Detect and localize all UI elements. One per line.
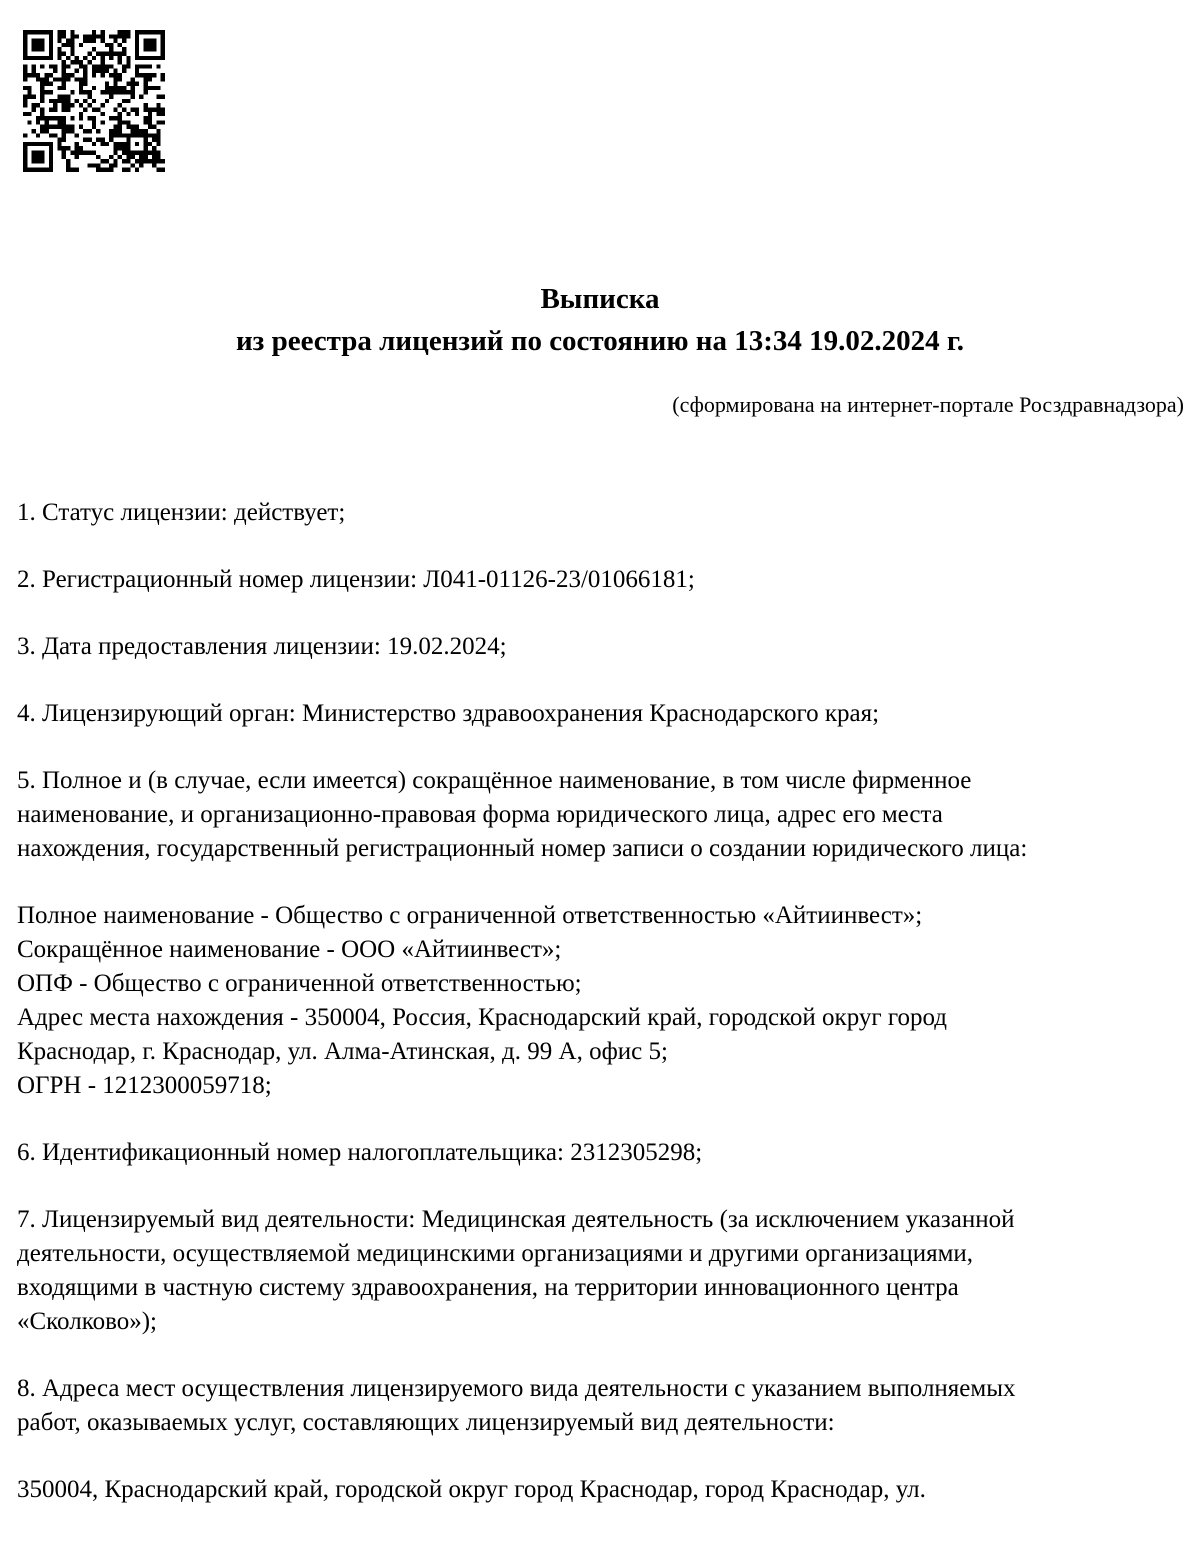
license-status	[17, 496, 1187, 530]
document-subtitle: (сформирована на интернет-портале Росздравнадзора)	[672, 392, 1184, 417]
text-line: 1. Статус лицензии: действует;	[17, 499, 346, 526]
licensing-authority	[17, 697, 1187, 731]
text-line: «Сколково»);	[17, 1308, 157, 1335]
text-line: нахождения, государственный регистрационный номер записи о создании юридического лица:	[17, 835, 1028, 862]
text-line: 7. Лицензируемый вид деятельности: Медицинская деятельность (за исключением указанной	[17, 1206, 1015, 1233]
licensed-activity	[17, 1203, 1187, 1339]
registration-number	[17, 563, 1187, 597]
document-title	[0, 278, 1200, 362]
text-line: Сокращённое наименование - ООО «Айтиинвест»;	[17, 936, 562, 963]
title-line-2: из реестра лицензий по состоянию на 13:34 19.02.2024 г.	[235, 325, 965, 357]
text-line: Полное наименование - Общество с ограниченной ответственностью «Айтиинвест»;	[17, 902, 923, 929]
text-line: работ, оказываемых услуг, составляющих лицензируемый вид деятельности:	[17, 1409, 835, 1436]
text-line: 5. Полное и (в случае, если имеется) сокращённое наименование, в том числе фирменное	[17, 767, 972, 794]
organization-details	[17, 899, 1187, 1103]
text-line: 2. Регистрационный номер лицензии: Л041-01126-23/01066181;	[17, 566, 695, 593]
text-line: 3. Дата предоставления лицензии: 19.02.2024;	[17, 633, 507, 660]
text-line: наименование, и организационно-правовая форма юридического лица, адрес его места	[17, 801, 943, 828]
text-line: 8. Адреса мест осуществления лицензируемого вида деятельности с указанием выполняемых	[17, 1375, 1016, 1402]
text-line: 6. Идентификационный номер налогоплательщика: 2312305298;	[17, 1139, 703, 1166]
text-line: 4. Лицензирующий орган: Министерство здравоохранения Краснодарского края;	[17, 700, 880, 727]
text-line: деятельности, осуществляемой медицинскими организациями и другими организациями,	[17, 1240, 974, 1267]
document-body	[17, 496, 1187, 1507]
item5-heading	[17, 764, 1187, 866]
license-grant-date	[17, 630, 1187, 664]
title-line-1: Выписка	[540, 283, 660, 315]
qr-code-icon	[23, 30, 165, 172]
taxpayer-number	[17, 1136, 1187, 1170]
text-line: входящими в частную систему здравоохранения, на территории инновационного центра	[17, 1274, 959, 1301]
text-line: ОГРН - 1212300059718;	[17, 1072, 272, 1099]
text-line: Краснодар, г. Краснодар, ул. Алма-Атинская, д. 99 А, офис 5;	[17, 1038, 668, 1065]
text-line: Адрес места нахождения - 350004, Россия, Краснодарский край, городской округ город	[17, 1004, 947, 1031]
text-line: ОПФ - Общество с ограниченной ответственностью;	[17, 970, 582, 997]
text-line: 350004, Краснодарский край, городской округ город Краснодар, город Краснодар, ул.	[17, 1476, 926, 1503]
item8-heading	[17, 1372, 1187, 1440]
activity-address	[17, 1473, 1187, 1507]
